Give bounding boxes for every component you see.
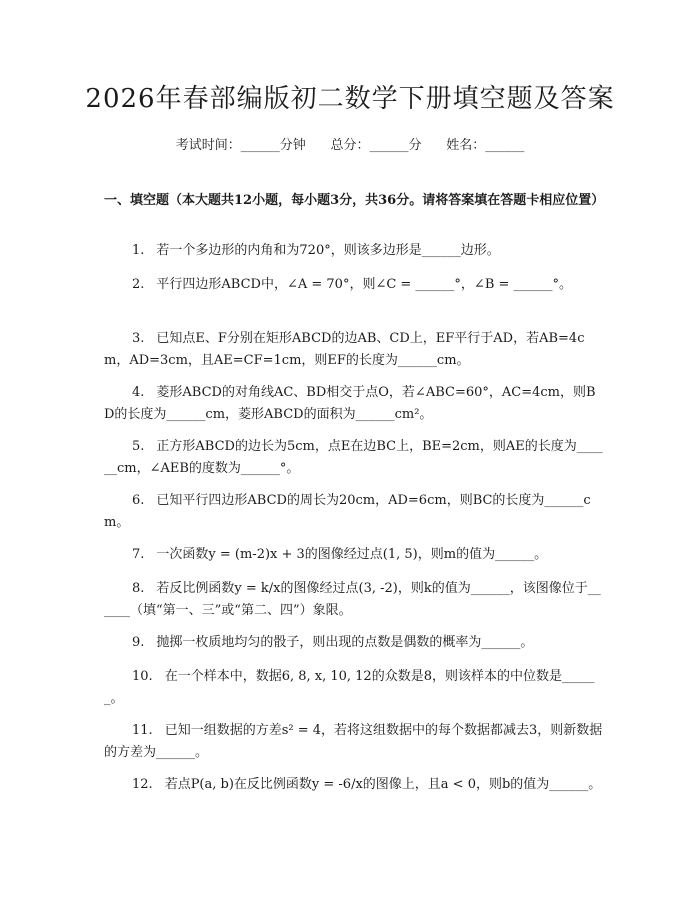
question-item bbox=[104, 544, 604, 566]
exam-info-line: 考试时间：______分钟 总分：______分 姓名：______ bbox=[175, 138, 525, 153]
question-number: 1. bbox=[132, 243, 145, 258]
question-item bbox=[104, 490, 604, 534]
question-text: 平行四边形ABCD中，∠A = 70°，则∠C = ______°，∠B = ______°。 bbox=[156, 277, 573, 292]
question-text: 若反比例函数y = k/x的图像经过点(3, -2)，则k的值为______，该图像位于______（填“第一、三”或“第二、四”）象限。 bbox=[104, 581, 601, 618]
question-text: 在一个样本中，数据6, 8, x, 10, 12的众数是8，则该样本的中位数是______。 bbox=[104, 669, 595, 706]
question-number: 3. bbox=[132, 331, 145, 346]
question-item bbox=[104, 436, 604, 480]
question-text: 已知平行四边形ABCD的周长为20cm，AD=6cm，则BC的长度为______cm。 bbox=[104, 493, 591, 530]
question-number: 9. bbox=[132, 635, 145, 650]
question-text: 一次函数y = (m-2)x + 3的图像经过点(1, 5)，则m的值为______。 bbox=[156, 547, 548, 562]
question-text: 若点P(a, b)在反比例函数y = -6/x的图像上，且a < 0，则b的值为______。 bbox=[164, 777, 602, 792]
question-number: 8. bbox=[132, 581, 145, 596]
question-number: 2. bbox=[132, 277, 145, 292]
question-item bbox=[104, 274, 604, 296]
question-text: 菱形ABCD的对角线AC、BD相交于点O，若∠ABC=60°，AC=4cm，则BD的长度为______cm，菱形ABCD的面积为______cm²。 bbox=[104, 385, 596, 422]
question-number: 10. bbox=[132, 669, 153, 684]
question-text: 抛掷一枚质地均匀的骰子，则出现的点数是偶数的概率为______。 bbox=[156, 635, 534, 650]
section-heading: 一、填空题（本大题共12小题，每小题3分，共36分。请将答案填在答题卡相应位置） bbox=[104, 193, 605, 208]
question-item bbox=[104, 328, 604, 372]
question-text: 若一个多边形的内角和为720°，则该多边形是______边形。 bbox=[156, 243, 500, 258]
question-number: 5. bbox=[132, 439, 145, 454]
question-item bbox=[104, 720, 604, 764]
question-item bbox=[104, 240, 604, 262]
question-number: 11. bbox=[132, 723, 153, 738]
question-text: 已知点E、F分别在矩形ABCD的边AB、CD上，EF平行于AD，若AB=4cm，AD=3cm，且AE=CF=1cm，则EF的长度为______cm。 bbox=[104, 331, 585, 368]
question-text: 正方形ABCD的边长为5cm，点E在边BC上，BE=2cm，则AE的长度为______cm，∠AEB的度数为______°。 bbox=[104, 439, 603, 476]
question-text: 已知一组数据的方差s² = 4，若将这组数据中的每个数据都减去3，则新数据的方差为______。 bbox=[104, 723, 603, 760]
question-item bbox=[104, 578, 604, 622]
question-number: 4. bbox=[132, 385, 145, 400]
question-item bbox=[104, 774, 604, 796]
question-item bbox=[104, 632, 604, 654]
question-item bbox=[104, 382, 604, 426]
question-number: 12. bbox=[132, 777, 153, 792]
page-title: 2026年春部编版初二数学下册填空题及答案 bbox=[85, 84, 615, 114]
question-number: 6. bbox=[132, 493, 145, 508]
question-item bbox=[104, 666, 604, 710]
question-number: 7. bbox=[132, 547, 145, 562]
